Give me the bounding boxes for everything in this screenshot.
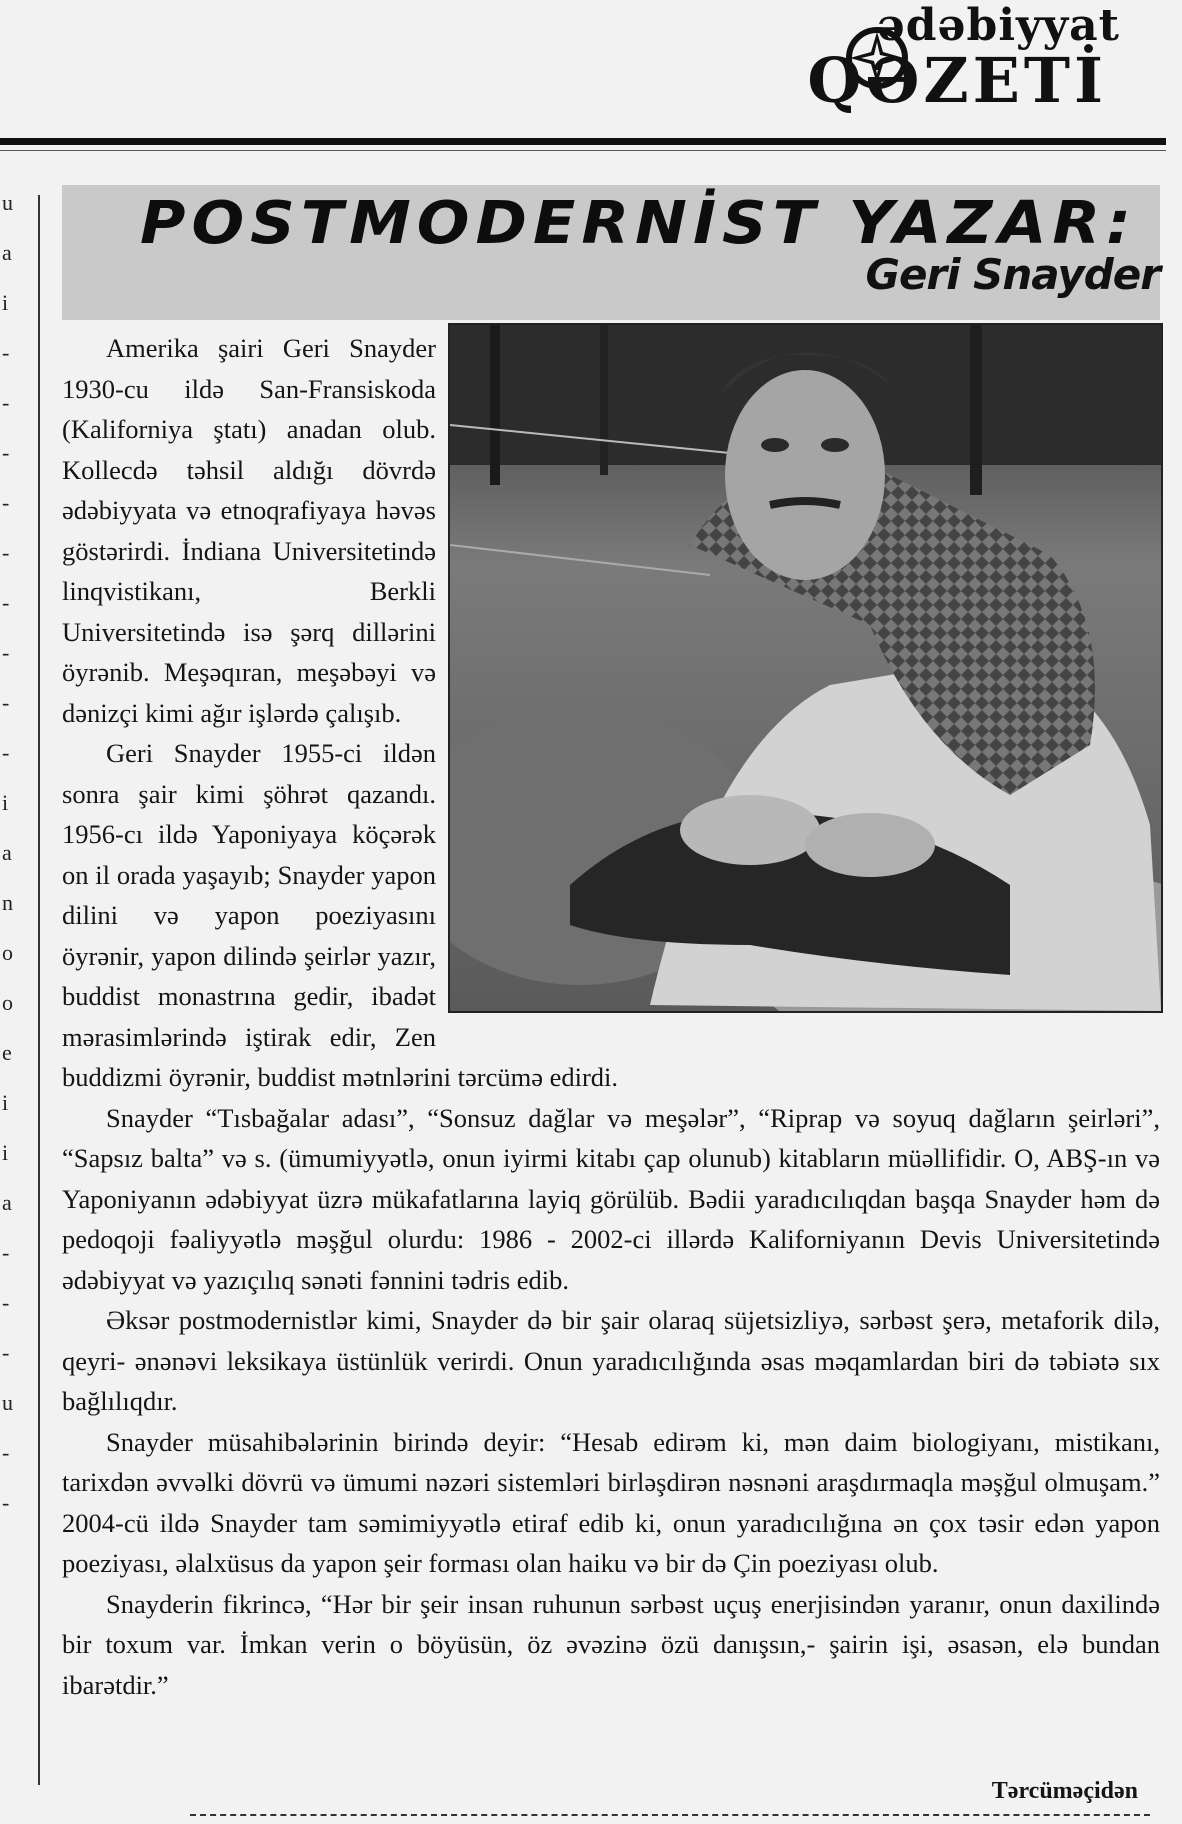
margin-fragment: - [2,1440,10,1465]
margin-fragment: o [2,990,13,1015]
masthead-name-bottom: QƏZETİ [807,44,1107,117]
masthead [762,0,1182,130]
margin-fragment: - [2,1340,10,1365]
margin-fragment: - [2,490,10,515]
margin-fragment: o [2,940,13,965]
column-divider [38,195,40,1785]
article-subtitle: Geri Snayder [865,250,1160,299]
paragraph-4: Əksər postmodernistlər kimi, Snayder də bir şair olaraq süjetsizliyə, sərbəst şerə, metaforik dilə, qeyri- ənənəvi leksikaya üstünlük verirdi. Onun yaradıcılığında əsas məqamlardan biri də təbiətə sıx bağlılıqdır. [62,1305,1160,1416]
margin-fragment: - [2,390,10,415]
margin-fragment: i [2,290,9,315]
margin-fragment: - [2,340,10,365]
masthead-name-top: ədəbiyyat [876,0,1120,51]
margin-fragment: e [2,1040,12,1065]
margin-fragment: i [2,1140,9,1165]
margin-fragment: - [2,640,10,665]
bottom-divider [190,1814,1150,1816]
photo-spacer [436,328,1160,1020]
previous-column-fragments [0,190,30,1790]
margin-fragment: a [2,840,12,865]
margin-fragment: i [2,790,9,815]
margin-fragment: u [2,1390,13,1415]
margin-fragment: - [2,1240,10,1265]
article-body [62,328,1160,1705]
paragraph-2: Geri Snayder 1955-ci ildən sonra şair kimi şöhrət qazandı. 1956-cı ildə Yaponiyaya köçərək on il orada yaşayıb; Snayder yapon dilini və yapon poeziyasını öyrənir, yapon dilində şeirlər yazır, buddist monastrına gedir, ibadət mərasimlərində iştirak edir, Zen buddizmi öyrənir, buddist mətnlərini tərcümə edirdi. [62,738,619,1092]
margin-fragment: - [2,440,10,465]
margin-fragment: u [2,190,13,215]
header-rule [0,138,1166,145]
margin-fragment: - [2,690,10,715]
article-title: POSTMODERNİST YAZAR: [140,187,1137,258]
margin-fragment: - [2,1490,10,1515]
margin-fragment: - [2,590,10,615]
paragraph-3: Snayder “Tısbağalar adası”, “Sonsuz dağlar və meşələr”, “Riprap və soyuq dağların şeirləri”, “Sapsız balta” və s. (ümumiyyətlə, onun iyirmi kitabı çap olunub) kitabların müəllifidir. O, ABŞ-ın və Yaponiyanın ədəbiyyat üzrə mükafatlarına layiq görülüb. Bədii yaradıcılıqdan başqa Snayder həm də pedoqoji fəaliyyətlə məşğul olurdu: 1986 - 2002-ci illərdə Kaliforniyanın Devis Universitetində ədəbiyyat və yazıçılıq sənəti fənnini tədris edib. [62,1102,1160,1295]
margin-fragment: - [2,540,10,565]
margin-fragment: - [2,740,10,765]
paragraph-5: Snayder müsahibələrinin birində deyir: “Hesab edirəm ki, mən daim biologiyanı, mistikanı, tarixdən əvvəlki dövrü və ümumi nəzəri sistemləri birləşdirən nəsnəni araşdırmaqla məşğul olmuşam.” 2004-cü ildə Snayder tam səmimiyyətlə etiraf edib ki, onun yaradıcılığına ən çox təsir edən yapon poeziyası, əlalxüsus da yapon şeir forması olan haiku və bir də Çin poeziyası olub. [62,1426,1160,1578]
paragraph-6: Snayderin fikrincə, “Hər bir şeir insan ruhunun sərbəst uçuş enerjisindən yaranır, onun daxilində bir toxum var. İmkan verin o böyüsün, öz əvəzinə özü danışsın,- şairin işi, əsasən, elə bundan ibarətdir.” [62,1588,1160,1700]
margin-fragment: i [2,1090,9,1115]
margin-fragment: a [2,240,12,265]
header-rule-thin [0,150,1166,151]
paragraph-1: Amerika şairi Geri Snayder 1930-cu ildə San-Fransiskoda (Kaliforniya ştatı) anadan olub. Kollecdə təhsil aldığı dövrdə ədəbiyyata və etnoqrafiyaya həvəs göstərirdi. İndiana Universitetində linqvistikanı, Berkli Universitetində isə şərq dillərini öyrənib. Meşəqıran, meşəbəyi və dənizçi kimi ağır işlərdə çalışıb. [62,333,436,728]
signature: Tərcüməçidən [991,1778,1138,1804]
margin-fragment: - [2,1290,10,1315]
margin-fragment: n [2,890,13,915]
margin-fragment: a [2,1190,12,1215]
